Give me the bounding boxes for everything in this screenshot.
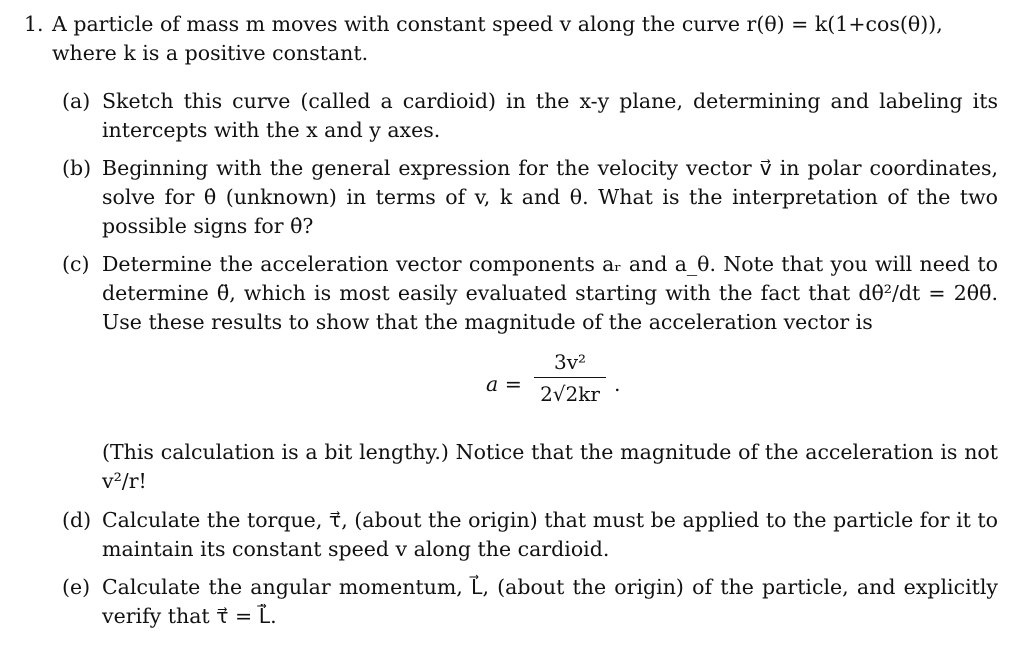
part-label: (d) — [62, 508, 92, 532]
part-label: (e) — [62, 575, 91, 599]
equation-fraction — [530, 350, 610, 406]
part-text: Beginning with the general expression for the velocity vector v⃗ in polar coordinates, solve for θ̇ (unknown) in terms of v, k and θ. What is the interpretation of the two possible signs for θ̇? — [102, 156, 998, 238]
acceleration-equation — [0, 344, 1024, 424]
part-a — [62, 87, 998, 145]
problem-number: 1. — [24, 12, 44, 36]
part-text: Determine the acceleration vector components aᵣ and a_θ. Note that you will need to determine θ̈, which is most easily evaluated starting with the fact that dθ̇²/dt = 2θ̇θ̈. Use these results to show that the magnitude of the acceleration vector is — [102, 252, 998, 334]
equation-denominator: 2√2kr — [540, 382, 600, 406]
part-text: Calculate the torque, τ⃗, (about the origin) that must be applied to the particle for it to maintain its constant speed v along the cardioid. — [102, 508, 998, 561]
part-text: (This calculation is a bit lengthy.) Notice that the magnitude of the acceleration is not v²/r! — [102, 440, 998, 493]
part-label: (c) — [62, 252, 90, 276]
part-label: (b) — [62, 156, 92, 180]
equation-numerator: 3v² — [553, 350, 587, 374]
fraction-bar — [534, 377, 606, 378]
part-c — [62, 250, 998, 337]
part-text: Calculate the angular momentum, L⃗, (about the origin) of the particle, and explicitly verify that τ⃗ = L⃗̇. — [102, 575, 998, 628]
part-c-continued — [62, 438, 998, 496]
equation-lhs: a = — [486, 372, 522, 396]
equation-period: . — [614, 372, 621, 396]
part-label: (a) — [62, 89, 91, 113]
part-e — [62, 573, 998, 631]
part-d — [62, 506, 998, 564]
part-b — [62, 154, 998, 241]
part-text: Sketch this curve (called a cardioid) in the x-y plane, determining and labeling its intercepts with the x and y axes. — [102, 89, 998, 142]
problem-intro: A particle of mass m moves with constant speed v along the curve r(θ) = k(1+cos(θ)), where k is a positive constant. — [52, 12, 943, 65]
